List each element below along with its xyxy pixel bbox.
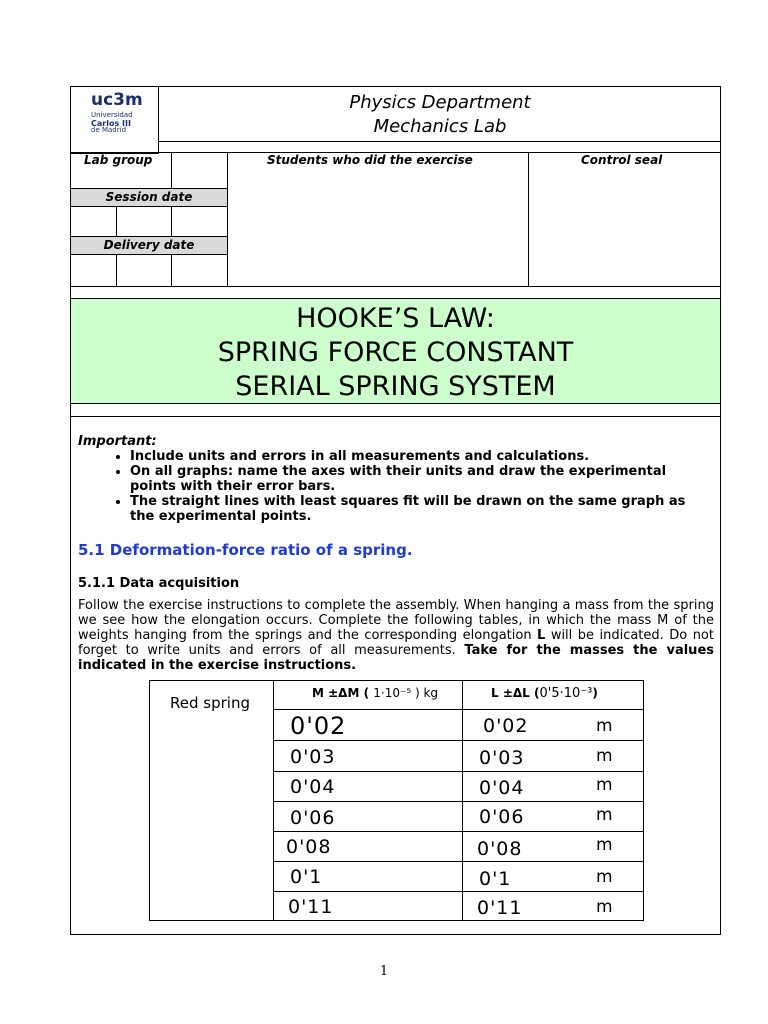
header-title bbox=[159, 87, 721, 142]
department-name: Physics Department bbox=[349, 92, 531, 113]
table-row: 0'04 m bbox=[462, 771, 644, 802]
divider bbox=[116, 207, 117, 237]
exercise-title: HOOKE’S LAW: SPRING FORCE CONSTANT SERIAL SPRING SYSTEM bbox=[71, 298, 720, 404]
row-label: Red spring bbox=[170, 694, 250, 712]
table-row: 0'1 m bbox=[462, 861, 644, 892]
table-row: 0'08 bbox=[273, 831, 463, 862]
table-row: 0'02 m bbox=[462, 709, 644, 741]
mass-column-header: M ±ΔM ( 1·10⁻⁵ ) kg bbox=[273, 680, 463, 710]
important-block bbox=[78, 434, 708, 524]
table-row: 0'11 bbox=[273, 891, 463, 921]
divider bbox=[171, 255, 172, 286]
table-row: 0'1 bbox=[273, 861, 463, 892]
important-list bbox=[78, 449, 708, 524]
instructions-paragraph: Follow the exercise instructions to complete the assembly. When hanging a mass from the spring we see how the elongation occurs. Complete the following tables, in which the mass M of the weights hanging from the springs and the corresponding elongation L will be indicated. Do not forget to write units and errors of all measurements. Take for the masses the values indicated in the exercise instructions. bbox=[78, 598, 714, 673]
table-row: 0'03 bbox=[273, 740, 463, 772]
session-date-label: Session date bbox=[105, 190, 193, 204]
table-row: 0'06 m bbox=[462, 801, 644, 832]
important-label: Important: bbox=[78, 434, 157, 449]
length-column-header: L ±ΔL (0'5·10⁻³) bbox=[462, 680, 644, 710]
divider bbox=[116, 255, 117, 286]
lab-name: Mechanics Lab bbox=[373, 116, 507, 137]
session-date-band bbox=[71, 188, 227, 207]
delivery-date-label: Delivery date bbox=[103, 238, 195, 252]
logo-mark: uc3m bbox=[91, 90, 143, 110]
divider bbox=[71, 286, 720, 287]
students-label: Students who did the exercise bbox=[267, 153, 473, 167]
table-row: 0'03 m bbox=[462, 740, 644, 772]
page-number: 1 bbox=[379, 964, 389, 979]
table-row: 0'11 m bbox=[462, 891, 644, 921]
control-seal-label: Control seal bbox=[581, 153, 663, 167]
divider bbox=[71, 416, 720, 417]
data-table bbox=[149, 680, 644, 921]
subsection-heading: 5.1.1 Data acquisition bbox=[78, 576, 240, 591]
table-row: 0'04 bbox=[273, 771, 463, 802]
delivery-date-band bbox=[71, 236, 227, 255]
table-row: 0'06 bbox=[273, 801, 463, 832]
divider bbox=[227, 152, 228, 286]
lab-group-label: Lab group bbox=[84, 153, 153, 167]
table-row: 0'02 bbox=[273, 709, 463, 741]
list-item: • Include units and errors in all measurements and calculations. bbox=[130, 449, 708, 464]
section-heading: 5.1 Deformation-force ratio of a spring. bbox=[78, 541, 413, 559]
table-row: 0'08 m bbox=[462, 831, 644, 862]
divider bbox=[528, 152, 529, 286]
form-frame bbox=[70, 86, 721, 935]
logo-cell bbox=[71, 87, 159, 154]
logo-text: Universidad Carlos III de Madrid bbox=[91, 111, 133, 134]
divider bbox=[171, 207, 172, 237]
divider bbox=[171, 152, 172, 188]
list-item: • The straight lines with least squares fit will be drawn on the same graph as the experimental points. bbox=[130, 494, 708, 524]
list-item: • On all graphs: name the axes with their units and draw the experimental points with their error bars. bbox=[130, 464, 708, 494]
